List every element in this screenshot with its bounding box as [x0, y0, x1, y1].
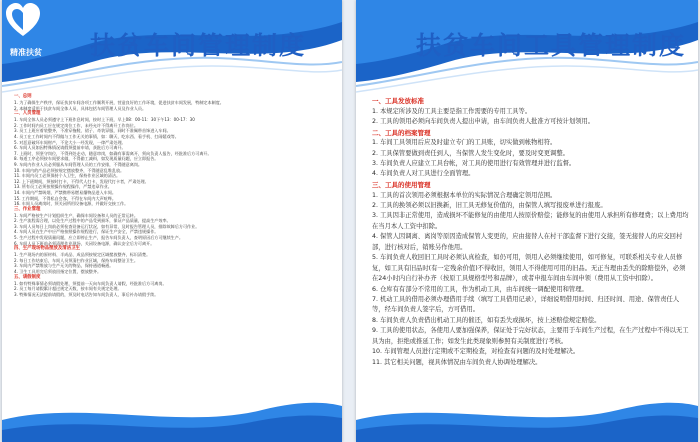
section-heading: 二、工具的档案管理 — [372, 128, 431, 137]
rule-item: 2. 本制度适用于扶贫车间全体人员，具体包括车间管理人员及作业人员。 — [14, 105, 147, 111]
poster-footer-wave — [2, 380, 342, 442]
rule-item: 7. 机动工具的借用必须办理借用手续（填写工具借用记录），详细说明借用时间、归还时间、用途、保管责任人等，经车间负责人签字后，方可借用。 — [372, 296, 680, 314]
section-heading: 三、作业管理 — [14, 206, 41, 212]
rule-item: 4. 车间人员在生产中应严格按照操作规程进行，保证生产安全，严禁违规操作。 — [14, 229, 159, 235]
rule-item: 6. 车间人员如因特殊情况请假须提前申请，获批后方可离开。 — [14, 145, 126, 151]
rule-item: 10. 车间内的产品必须按规定摆放整齐，不得随意乱堆乱放。 — [14, 167, 125, 173]
rule-item: 5. 对恶意破坏车间财产，不论大小一经发现，一律严肃处理。 — [14, 139, 126, 145]
rule-item: 5. 生产过程中发现质量问题，应立即停止生产，报告车间负责人，查明原因后方可继续生产。 — [14, 235, 183, 241]
rule-item: 2. 生产流程需合理，以免生产过程中的产品受到损坏，保证产品质量，提高生产效率。 — [14, 218, 171, 224]
page-title: 扶贫车间管理制度 — [90, 31, 307, 60]
section-heading: 三、工具的使用管理 — [372, 180, 431, 189]
rule-item: 3. 车间内严禁堆放与生产无关的物品，保持通道畅通。 — [14, 263, 114, 269]
poster-footer-wave — [356, 380, 698, 442]
rule-item: 11. 其它相关问题，视具体情况由车间负责人协调处理解决。 — [372, 358, 542, 366]
rules-body — [372, 96, 690, 368]
section-heading: 五、请假制度 — [14, 274, 41, 280]
rule-item: 2. 工具的领用必须向车间负责人提出申请，由车间负责人批准方可按计划领用。 — [372, 118, 595, 126]
rule-item: 3. 车间负责人应建立工具台帐，对工具的使用进行有效管理并进行监督。 — [372, 160, 576, 167]
rule-item: 14. 车间内严禁吸烟，严禁携带易燃易爆物品进入车间。 — [14, 189, 116, 195]
rule-item: 2. 工作时间内员工应在规定岗位工作，未经允许不得离开工作岗位。 — [14, 122, 138, 128]
rule-item: 4. 车间负责人对工具进行全面管理。 — [372, 170, 475, 178]
rule-item: 9. 工具的使用状态，各使用人要加强保养，保证处于完好状态，主要用于车间生产过程，在生产过程中不得以无工具为由，拒绝或推延工作；如发生此类现象则参照有关制度进行考核。 — [372, 327, 689, 345]
rule-item: 6. 仓库有有部分不常用的工具，作为机动工具，由车间统一调配使用和管理。 — [372, 285, 588, 293]
rule-item: 5. 车间负责人收回旧工具时必须认真检查，如仍可用，领用人必须继续使用，如可修复，可联系相关专业人员修复，如工具有旧品时(有一定残余价值)不得收旧，领用人不得使用可用的旧品。无正当理由丢失的除赔偿外，必须在24小时内自行补办齐（按原工具规格型号和品牌），或者申报车间由车间申领（费用从工资中扣除）。 — [372, 254, 686, 283]
rule-item: 1. 工具的首次领用必须根据本单位的实际情况合理确定领用范围。 — [372, 191, 557, 199]
rule-item: 8. 每道工序必须按车间要求做，不得偷工减料，如发现质量问题，应立即报告。 — [14, 156, 159, 162]
section-heading: 一、工具发放标准 — [372, 97, 424, 105]
rules-body — [14, 94, 332, 297]
rule-item: 7. 上班时，须坚守岗位，不得到处走动，随意串岗，如确有事需离开，须向负责人报告，经批准后方可离开。 — [14, 150, 212, 156]
rule-item: 2. 员工每月请假累计超过规定天数，按车间有关规定处理。 — [14, 286, 122, 292]
rule-item: 13. 所有员工必须按照操作规程操作，严禁违章作业。 — [14, 184, 112, 190]
poster-workshop-management — [2, 0, 342, 442]
rule-item: 11. 车间内员工必须保持个人卫生，保持作业区域的清洁。 — [14, 173, 121, 179]
rule-item: 3. 特殊情况无法提前请假的，须及时电话告知车间负责人，事后补办请假手续。 — [14, 291, 159, 297]
rule-item: 16. 车间人员离岗时，须关闭所用设备电源，并做好交接工作。 — [14, 201, 129, 207]
rule-item: 2. 工具的换领必须以旧换新，旧工具无修复价值的，由保管人填写报废单进行报废。 — [372, 201, 607, 209]
rule-item: 4. 卫生工具用完后须放回指定位置，摆放整齐。 — [14, 269, 102, 275]
rule-item: 2. 每日工作结束后，车间人员须清扫作业区域，保持车间整洁卫生。 — [14, 257, 138, 263]
rule-item: 3. 车间人员每日上岗前必须检查设备运行状况，如有异常，及时报告管理人员，排除故障后方可作业。 — [14, 223, 200, 229]
footer-wave-graphic — [356, 380, 698, 442]
section-heading: 一、总则 — [14, 94, 32, 99]
rule-item: 2. 工具保管要做到责任到人，当保管人发生变化时，要及时变更调整。 — [372, 149, 569, 157]
rule-item: 10. 车间管理人员进行定期或不定期检查，对检查有问题的及时处理解决。 — [372, 348, 580, 356]
rule-item: 1. 本规定所涉及的工具主要是指工作需要的专用工具等。 — [372, 107, 532, 115]
poster-tool-management — [356, 0, 698, 442]
rule-item: 1. 车间工具领用后应及时建立专门的工具账，切实做到帐物相符。 — [372, 139, 557, 147]
rule-item: 9. 车间内作业人员必须服从车间管理人员的工作安排，不得随意离岗。 — [14, 161, 143, 167]
rule-item: 3. 工具因非正常使用，造成损坏不能修复的由使用人按原价赔偿；能修复的由使用人承担所有修理费；以上费用均在当月本人工资中扣除。 — [372, 212, 689, 230]
rule-item: 1. 为了确保生产秩序，保证扶贫车间各项工作顺利开展，营造良好的工作环境，促进扶贫车间发展，特制定本制度。 — [14, 100, 224, 105]
footer-wave-graphic — [2, 380, 342, 442]
rule-item: 1. 车间严格按生产计划组织生产，确保车间设备和人员的正常运转。 — [14, 212, 138, 218]
rule-item: 4. 员工在工作时间内不得做与工作无关的事情，如：聊天、吃东西、看手机、打闹嬉戏等。 — [14, 133, 179, 139]
rule-item: 6. 车间人员下班前必须清理作业现场，关闭设备电源，确认安全后方可离开。 — [14, 240, 155, 246]
rule-item: 1. 生产现场内的原材料、半成品、成品须按规定区域摆放整齐，标识清楚。 — [14, 252, 151, 258]
rule-item: 12. 上下班期间，须按时打卡，不得代人打卡，发现代打卡者，严肃处理。 — [14, 178, 149, 184]
section-heading: 二、人员管理 — [14, 111, 41, 117]
rule-item: 3. 员工上班应着装整齐，不准穿拖鞋、裙子、奇装异服，同时不准佩带首饰进入车间。 — [14, 128, 171, 134]
logo-caption: 精准扶贫 — [10, 48, 42, 57]
rule-item: 4. 保管人因调离、离岗等原因造成保管人变更的，应由接替人在村干部监督下进行交接，签无接替人的应交回村部，进行核对后，销账另作他用。 — [372, 233, 683, 251]
rule-item: 1. 如有特殊事情必须请假处理，须提前一天向车间负责人请假，经批准后方可离岗。 — [14, 280, 167, 286]
page-title: 扶贫车间工具管理制度 — [416, 31, 687, 60]
section-heading: 四、生产现场物品摆放及清洁卫生 — [14, 246, 80, 252]
rule-item: 8. 车间负责人负责借出机动工具的催还，如有丢失或损坏，按上述赔偿规定赔偿。 — [372, 316, 601, 324]
rule-item: 15. 工作期间，不得私自会客，不得在车间内大声喧哗。 — [14, 195, 116, 201]
rule-item: 1. 车间全体人员必须遵守上下班作息时间，按时上下班，早上08：00-11：30下午13：00-17：30 — [14, 117, 195, 123]
heart-logo-icon — [2, 0, 44, 42]
